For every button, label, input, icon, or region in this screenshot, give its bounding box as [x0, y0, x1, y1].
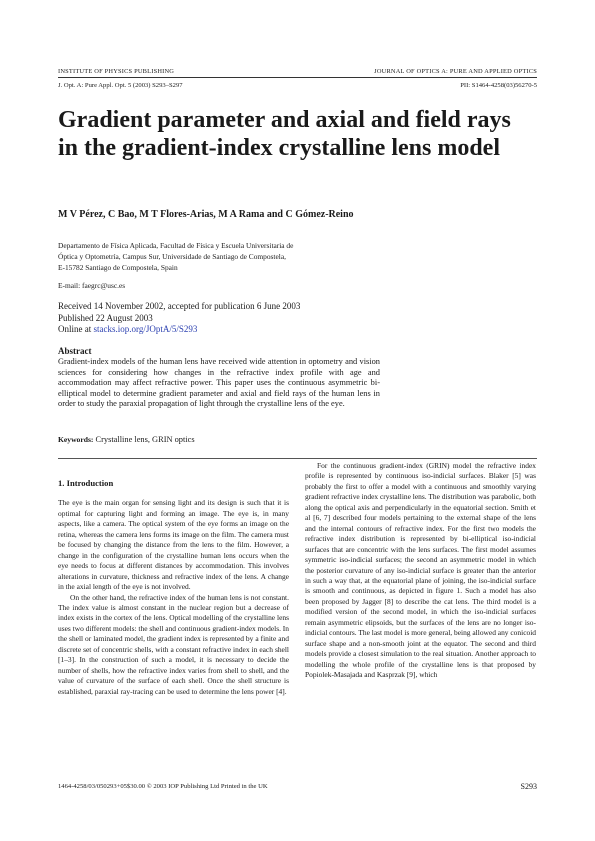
body-paragraph: The eye is the main organ for sensing light and its design is such that it is optimal for capturing light and forming an image. The eye is, in many aspects, like a camera. The optical system of the eye forms an image on the retina, whereas the camera lens forms its image on the film. The camera must be focused by changing the distance from the lens to the film. However, a change in the configuration of the crystalline human lens occurs when the eye needs to focus at different distances by accommodation. This involves alterations in curvature, thickness and refractive index of the lens. A change in the axial length of the eye is not involved.	[58, 498, 289, 592]
header-rule	[58, 77, 537, 78]
left-column	[58, 478, 289, 697]
body-paragraph: For the continuous gradient-index (GRIN) model the refractive index profile is represented by continuous iso-indicial surfaces. Blaker [5] was probably the first to offer a model with a continuous and smoothly varying gradient refractive index crystalline lens. The distribution was parabolic, both along the optical axis and perpendicularly in the equatorial section. Smith et al [6, 7] described four models pertaining to the external shape of the lens and the internal contours of refractive index. For the first two models the refractive index distribution is represented by bi-elliptical iso-indicial surfaces that are concentric with the lens surfaces. The first model assumes symmetric iso-indicial surfaces; the second an asymmetric model in which the posterior curvature of any iso-indicial surface is greater than the anterior in such a way that, at the equatorial plane of joining, the iso-indicial surface is smooth and continuous, as depicted in figure 1. Such a model has also been proposed by Jagger [8] to describe the cat lens. The third model is a modified version of the second model, in which the iso-indicial surfaces remain asymmetric elipsoids, but the surfaces of the lens are no longer iso-indicial contours. The last model is more general, being allowed any conicoid surface shape and a non-smooth joint at the equator. The second and third models provide a closest simulation to the real situation. Another approach to modelling the whole profile of the crystalline lens is that proposed by Popiolek-Masajada and Kasprzak [9], which	[305, 461, 536, 680]
contact-email: E-mail: faegrc@usc.es	[58, 281, 126, 290]
abstract-text: Gradient-index models of the human lens have received wide attention in optometry and vision sciences for considering how changes in the refractive index profile with age and accommodation may affect refractive power. This paper uses the continuous asymmetric bi-elliptical model to determine gradient parameter and axial and field rays of the human lens in order to study the paraxial propagation of light through the crystalline lens of the eye.	[58, 357, 380, 408]
received-date: Received 14 November 2002, accepted for publication 6 June 2003	[58, 301, 301, 311]
online-article-link[interactable]: stacks.iop.org/JOptA/5/S293	[93, 324, 198, 334]
keywords-line	[58, 435, 195, 444]
citation-line: J. Opt. A: Pure Appl. Opt. 5 (2003) S293–S297	[58, 82, 183, 89]
author-list: M V Pérez, C Bao, M T Flores-Arias, M A Rama and C Gómez-Reino	[58, 209, 354, 220]
pii-line: PII: S1464-4258(03)56270-5	[460, 82, 537, 89]
publication-dates	[58, 301, 458, 336]
online-prefix: Online at	[58, 324, 94, 334]
publisher-header: INSTITUTE OF PHYSICS PUBLISHING	[58, 68, 175, 75]
body-paragraph: On the other hand, the refractive index of the human lens is not constant. The index value is almost constant in the nuclear region but a decrease of index exists in the cortex of the lens. Optical modelling of the crystalline lens uses two different models: the shell and continuous gradient-index models. In the shell or laminated model, the gradient index is represented by a finite and discrete set of concentric shells, with a constant refractive index in each shell [1–3]. In the construction of such a model, it is necessary to decide the number of shells, how the refractive index varies from shell to shell, and the value of curvature of the surface of each shell. Once the shell structure is established, paraxial ray-tracing can be used to determine the lens power [4].	[58, 592, 289, 696]
right-column	[305, 461, 536, 681]
paper-title: Gradient parameter and axial and field rays in the gradient-index crystalline lens model	[58, 107, 511, 161]
section-heading: 1. Introduction	[58, 478, 114, 488]
affiliation-line: E-15782 Santiago de Compostela, Spain	[58, 263, 178, 272]
footer-copyright: 1464-4258/03/050293+05$30.00 © 2003 IOP Publishing Ltd Printed in the UK	[58, 783, 268, 790]
affiliation-line: Departamento de Física Aplicada, Facultad de Física y Escuela Universitaria de	[58, 241, 294, 250]
section-divider	[58, 458, 537, 459]
published-date: Published 22 August 2003	[58, 312, 153, 323]
abstract-heading: Abstract	[58, 346, 92, 356]
keywords-value: Crystalline lens, GRIN optics	[95, 435, 195, 444]
journal-header: JOURNAL OF OPTICS A: PURE AND APPLIED OPTICS	[374, 68, 537, 75]
page-number: S293	[520, 782, 537, 791]
online-line	[58, 324, 458, 336]
affiliation-line: Óptica y Optometría, Campus Sur, Universidade de Santiago de Compostela,	[58, 252, 286, 261]
keywords-label: Keywords:	[58, 435, 94, 444]
affiliation	[58, 240, 378, 273]
